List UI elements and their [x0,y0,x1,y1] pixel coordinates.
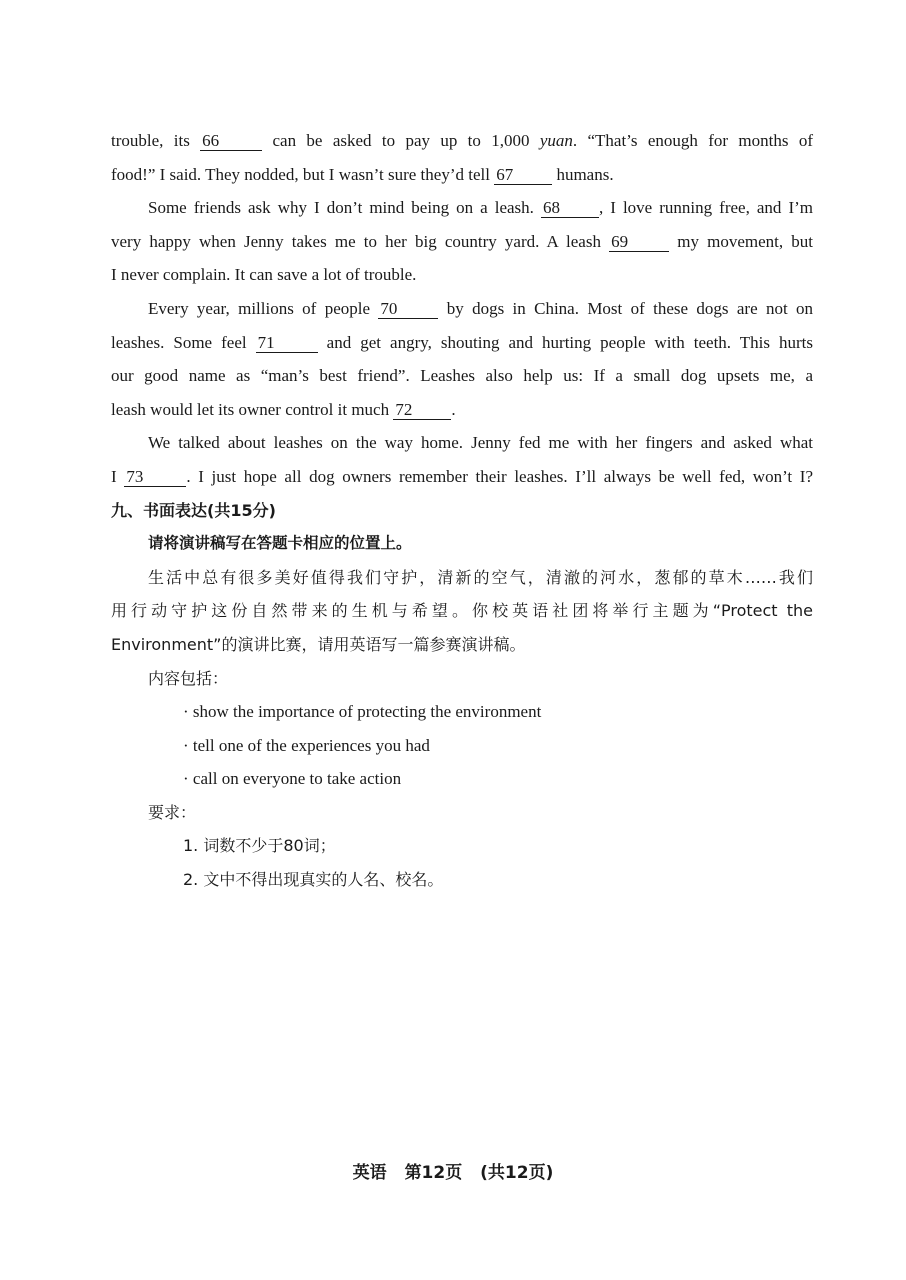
prompt-line-3: Environment”的演讲比赛，请用英语写一篇参赛演讲稿。 [111,634,526,654]
text-span: , I love running free, and I’m [598,198,814,218]
passage-line-6 [111,292,813,326]
section-title: 九、书面表达(共15分) [111,500,276,520]
text-span: food!” I said. They nodded, but I wasn’t sure they’d tell [111,164,490,184]
content-bullet-1: · show the importance of protecting the environment [183,702,542,722]
blank-69: 69 [609,233,669,252]
footer-page-total: (共12页) [480,1163,554,1183]
text-span: I [111,466,117,486]
passage-line-9 [111,393,813,427]
passage-line-1 [111,124,813,158]
text-span: . “That’s enough for months of [572,131,813,150]
requirements-label: 要求： [148,802,197,822]
requirement-1: 1. 词数不少于80词； [183,836,336,856]
content-bullet-2: · tell one of the experiences you had [183,735,430,755]
text-span: my movement, but [677,231,813,251]
passage-line-5: I never complain. It can save a lot of trouble. [111,265,417,285]
text-span: Some friends ask why I don’t mind being on a leash. [148,198,534,218]
passage-line-2 [111,158,813,192]
footer-subject: 英语 [352,1163,387,1183]
text-span: humans. [556,164,614,184]
exam-page-content [111,124,813,897]
passage-line-3 [111,191,813,225]
text-span: Every year, millions of people [148,298,371,318]
text-span: leashes. Some feel [111,332,247,352]
passage-line-8: our good name as “man’s best friend”. Leashes also help us: If a small dog upsets me, a [111,366,813,386]
footer-page-number: 第12页 [404,1163,463,1183]
text-span: . [451,399,456,419]
content-bullet-3: · call on everyone to take action [183,769,402,789]
requirement-2: 2. 文中不得出现真实的人名、校名。 [183,870,444,890]
text-span: by dogs in China. Most of these dogs are not on [446,298,814,318]
text-span: leash would let its owner control it much [111,399,390,419]
passage-line-10: We talked about leashes on the way home. Jenny fed me with her fingers and asked what [148,433,813,453]
text-span: very happy when Jenny takes me to her big country yard. A leash [111,231,601,251]
text-span: trouble, its [111,131,190,150]
text-span: can be asked to pay up to 1,000 [272,131,530,150]
text-span: yuan [539,131,573,150]
page-footer [0,1158,906,1183]
blank-73: 73 [124,468,186,487]
text-span: and get angry, shouting and hurting people with teeth. This hurts [326,332,814,352]
blank-70: 70 [378,300,438,319]
prompt-line-1: 生活中总有很多美好值得我们守护，清新的空气，清澈的河水，葱郁的草木……我们 [148,567,813,587]
blank-71: 71 [256,334,318,353]
writing-instruction: 请将演讲稿写在答题卡相应的位置上。 [148,534,412,553]
blank-66: 66 [200,132,262,151]
passage-line-11 [111,460,813,494]
blank-67: 67 [494,166,552,185]
passage-line-4 [111,225,813,259]
passage-line-7 [111,326,813,360]
prompt-line-2: 用行动守护这份自然带来的生机与希望。你校英语社团将举行主题为“Protect the [111,601,813,621]
blank-72: 72 [393,401,451,420]
blank-68: 68 [541,199,599,218]
content-label: 内容包括： [148,668,229,688]
text-span: . I just hope all dog owners remember their leashes. I’ll always be well fed, won’t I? [186,466,813,486]
